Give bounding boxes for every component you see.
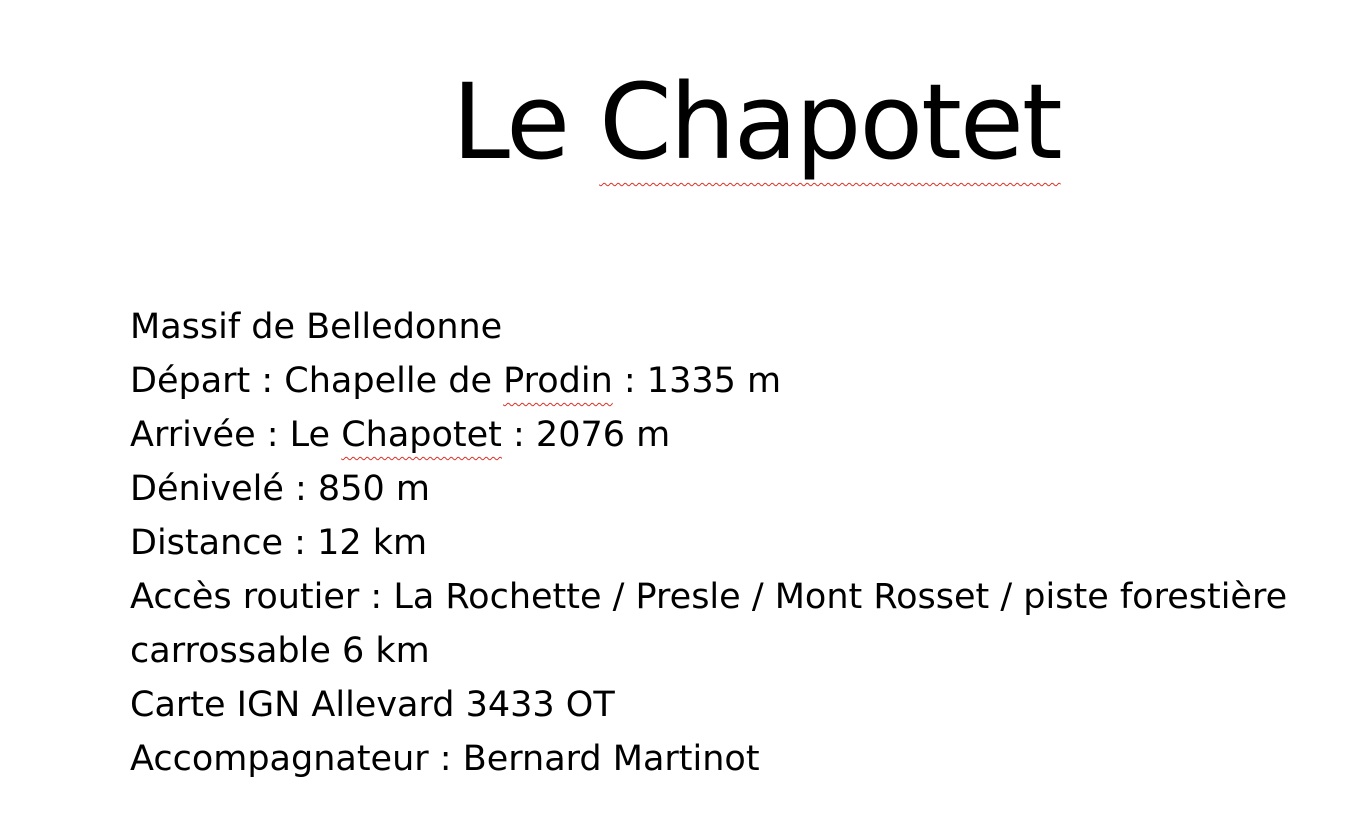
line-accompagnateur: Accompagnateur : Bernard Martinot [130, 739, 760, 779]
line-distance: Distance : 12 km [130, 523, 428, 563]
line-carte: Carte IGN Allevard 3433 OT [130, 685, 615, 725]
document-title [452, 61, 1061, 183]
line-denivele: Dénivelé : 850 m [130, 469, 430, 509]
line-depart [130, 354, 1350, 408]
line-acces-routier-cont: carrossable 6 km [130, 631, 430, 671]
depart-suffix: : 1335 m [612, 361, 782, 401]
line-massif: Massif de Belledonne [130, 307, 503, 347]
arrivee-place-spellcheck[interactable]: Chapotet [341, 415, 502, 455]
arrivee-suffix: : 2076 m [501, 415, 671, 455]
arrivee-prefix: Arrivée : Le [130, 415, 342, 455]
line-arrivee [130, 408, 1350, 462]
line-acces-routier: Accès routier : La Rochette / Presle / Mont Rosset / piste forestière [130, 577, 1288, 617]
document-body [130, 300, 1350, 786]
title-word-le: Le [452, 61, 569, 183]
depart-place-spellcheck[interactable]: Prodin [503, 361, 613, 401]
title-word-chapotet-spellcheck[interactable]: Chapotet [599, 61, 1061, 183]
depart-prefix: Départ : Chapelle de [130, 361, 504, 401]
